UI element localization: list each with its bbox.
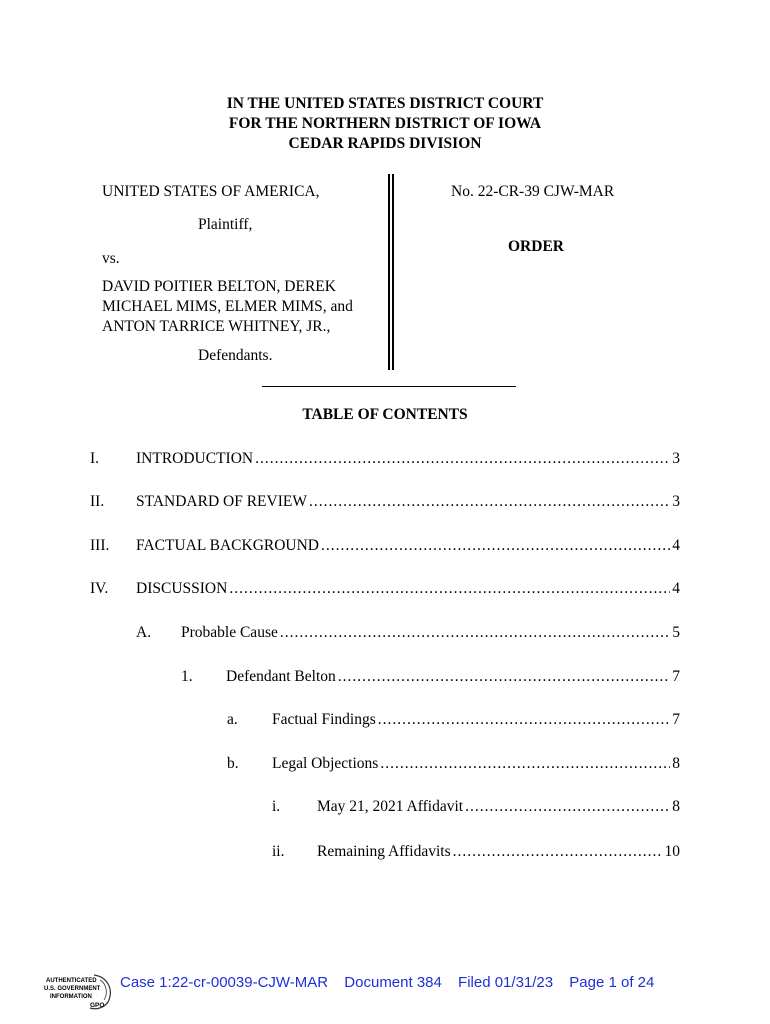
footer-case-number: Case 1:22-cr-00039-CJW-MAR <box>120 974 329 991</box>
toc-entry[interactable] <box>136 537 680 557</box>
toc-entry-label: STANDARD OF REVIEW <box>136 493 307 510</box>
court-line-1: IN THE UNITED STATES DISTRICT COURT <box>226 95 544 112</box>
toc-leader-dots <box>338 668 670 686</box>
toc-leader-dots <box>255 450 670 468</box>
toc-entry-number: IV. <box>90 580 109 597</box>
toc-leader-dots <box>465 798 670 816</box>
ecf-header-stamp <box>120 974 666 991</box>
footer-page-count: Page 1 of 24 <box>569 974 655 991</box>
separator-rule <box>262 386 516 387</box>
toc-entry-label: Factual Findings <box>272 711 376 728</box>
toc-leader-dots <box>378 711 670 729</box>
toc-entry-label: May 21, 2021 Affidavit <box>317 798 464 815</box>
toc-leader-dots <box>280 624 670 642</box>
versus-label: vs. <box>102 250 120 267</box>
toc-entry-label: DISCUSSION <box>136 580 228 597</box>
toc-entry-number: I. <box>90 450 100 467</box>
svg-text:U.S. GOVERNMENT: U.S. GOVERNMENT <box>44 986 101 992</box>
toc-leader-dots <box>229 580 670 598</box>
toc-leader-dots <box>309 493 670 511</box>
toc-entry[interactable] <box>136 450 680 470</box>
toc-entry[interactable] <box>136 580 680 600</box>
toc-entry-number: b. <box>227 755 239 772</box>
toc-entry-page: 7 <box>672 668 680 685</box>
toc-entry-label: Legal Objections <box>272 755 379 772</box>
toc-entry-number: A. <box>136 624 152 641</box>
toc-entry-page: 4 <box>672 580 680 597</box>
toc-entry-page: 3 <box>672 493 680 510</box>
toc-entry[interactable] <box>317 798 680 818</box>
toc-entry-label: Defendant Belton <box>226 668 336 685</box>
toc-entry-page: 8 <box>672 798 680 815</box>
toc-entry-page: 7 <box>672 711 680 728</box>
toc-entry-number: i. <box>272 798 281 815</box>
defendants-role: Defendants. <box>198 347 273 364</box>
toc-leader-dots <box>453 843 663 861</box>
footer-document-number: Document 384 <box>344 974 442 991</box>
toc-title: TABLE OF CONTENTS <box>302 406 468 423</box>
case-number: No. 22-CR-39 CJW-MAR <box>451 183 615 200</box>
footer-filed-date: Filed 01/31/23 <box>458 974 554 991</box>
toc-entry[interactable] <box>272 711 680 731</box>
court-line-2: FOR THE NORTHERN DISTRICT OF IOWA <box>228 115 542 132</box>
svg-text:GPO: GPO <box>90 1002 105 1009</box>
toc-entry-label: FACTUAL BACKGROUND <box>136 537 319 554</box>
toc-entry[interactable] <box>317 843 680 863</box>
toc-entry-page: 8 <box>672 755 680 772</box>
gpo-authenticated-seal-icon <box>44 972 114 1010</box>
page-footer <box>44 966 764 1016</box>
toc-entry-page: 3 <box>672 450 680 467</box>
toc-entry-number: 1. <box>181 668 193 685</box>
toc-entry-label: Probable Cause <box>181 624 278 641</box>
court-heading <box>0 94 770 154</box>
defendants-line-1: DAVID POITIER BELTON, DEREK <box>102 278 336 295</box>
toc-leader-dots <box>380 755 670 773</box>
toc-entry-label: INTRODUCTION <box>136 450 254 467</box>
defendants-line-2: MICHAEL MIMS, ELMER MIMS, and <box>102 298 353 315</box>
court-line-3: CEDAR RAPIDS DIVISION <box>288 135 482 152</box>
toc-entry[interactable] <box>181 624 680 644</box>
toc-entry-page: 4 <box>672 537 680 554</box>
order-title: ORDER <box>508 238 564 255</box>
toc-leader-dots <box>321 537 670 555</box>
toc-entry-page: 5 <box>672 624 680 641</box>
toc-entry[interactable] <box>226 668 680 688</box>
toc-entry-page: 10 <box>664 843 680 860</box>
toc-entry-number: III. <box>90 537 110 554</box>
plaintiff-role: Plaintiff, <box>198 216 253 233</box>
caption-divider-left <box>388 174 390 370</box>
caption-divider-right <box>392 174 394 370</box>
plaintiff-name: UNITED STATES OF AMERICA, <box>102 183 320 200</box>
toc-entry[interactable] <box>272 755 680 775</box>
toc-entry-number: II. <box>90 493 105 510</box>
toc-entry-number: a. <box>227 711 238 728</box>
svg-text:AUTHENTICATED: AUTHENTICATED <box>46 978 97 984</box>
toc-entry[interactable] <box>136 493 680 513</box>
toc-entry-number: ii. <box>272 843 285 860</box>
defendants-line-3: ANTON TARRICE WHITNEY, JR., <box>102 318 331 335</box>
svg-text:INFORMATION: INFORMATION <box>50 994 92 1000</box>
toc-entry-label: Remaining Affidavits <box>317 843 451 860</box>
